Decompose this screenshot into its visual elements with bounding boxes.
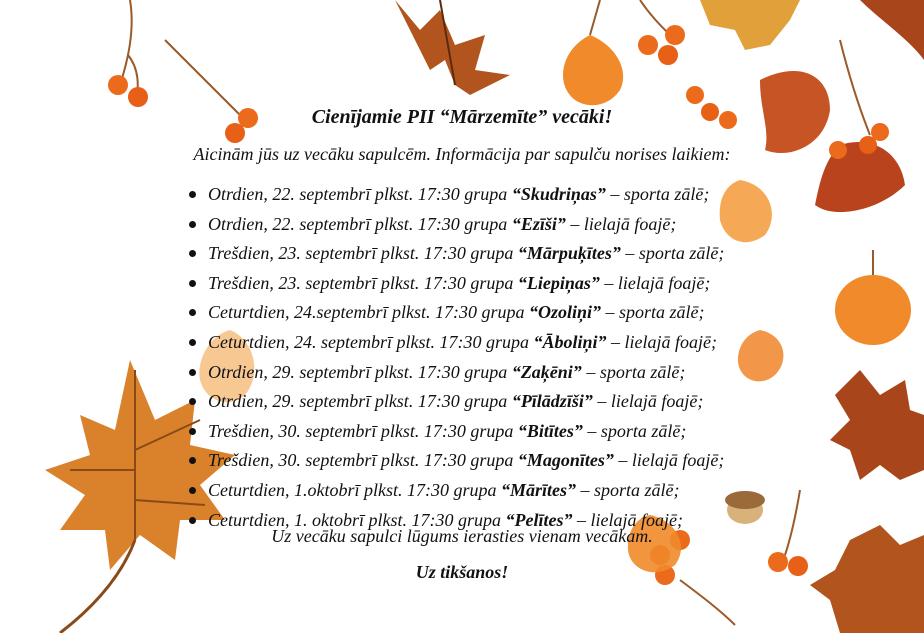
bullet-icon	[189, 457, 196, 464]
group-name: “Ezīši”	[511, 213, 566, 234]
list-item: Otrdien, 29. septembrī plkst. 17:30 grupa “Zaķēni” – sporta zālē;	[186, 358, 724, 388]
group-name: “Zaķēni”	[511, 361, 582, 382]
list-item: Trešdien, 23. septembrī plkst. 17:30 grupa “Liepiņas” – lielajā foajē;	[186, 269, 724, 299]
bullet-icon	[189, 517, 196, 524]
bullet-icon	[189, 280, 196, 287]
notice-closing: Uz tikšanos!	[415, 562, 509, 582]
list-item: Otrdien, 29. septembrī plkst. 17:30 grupa “Pīlādzīši” – lielajā foajē;	[186, 387, 724, 417]
bullet-icon	[189, 428, 196, 435]
group-name: “Magonītes”	[517, 450, 614, 471]
notice-title: Cienījamie PII “Mārzemīte” vecāki!	[311, 106, 613, 128]
bullet-icon	[189, 398, 196, 405]
bullet-icon	[189, 191, 196, 198]
bullet-icon	[189, 369, 196, 376]
list-item: Otrdien, 22. septembrī plkst. 17:30 grupa “Skudriņas” – sporta zālē;	[186, 180, 724, 210]
group-name: “Mārītes”	[500, 479, 576, 500]
list-item: Ceturtdien, 1. oktobrī plkst. 17:30 grupa “Pelītes” – lielajā foajē;	[186, 506, 724, 536]
list-item: Ceturtdien, 24.septembrī plkst. 17:30 grupa “Ozoliņi” – sporta zālē;	[186, 298, 724, 328]
list-item: Trešdien, 30. septembrī plkst. 17:30 grupa “Magonītes” – lielajā foajē;	[186, 446, 724, 476]
group-name: “Ozoliņi”	[528, 302, 602, 323]
bullet-icon	[189, 250, 196, 257]
group-name: “Pīlādzīši”	[511, 391, 593, 412]
group-name: “Skudriņas”	[511, 184, 606, 204]
bullet-icon	[189, 221, 196, 228]
bullet-icon	[189, 339, 196, 346]
bullet-icon	[189, 309, 196, 316]
group-name: “Pelītes”	[505, 509, 573, 530]
list-item: Trešdien, 23. septembrī plkst. 17:30 grupa “Mārpuķītes” – sporta zālē;	[186, 239, 724, 269]
group-name: “Liepiņas”	[517, 272, 600, 293]
list-item: Ceturtdien, 1.oktobrī plkst. 17:30 grupa “Mārītes” – sporta zālē;	[186, 476, 724, 506]
bullet-icon	[189, 487, 196, 494]
group-name: “Bitītes”	[517, 420, 583, 441]
meeting-list	[186, 180, 724, 535]
notice-intro: Aicinām jūs uz vecāku sapulcēm. Informācija par sapulču norises laikiem:	[193, 144, 731, 164]
list-item: Ceturtdien, 24. septembrī plkst. 17:30 grupa “Āboliņi” – lielajā foajē;	[186, 328, 724, 358]
notice-request: Uz vecāku sapulci lūgums ierasties vienam vecākam.	[271, 526, 653, 546]
group-name: “Mārpuķītes”	[517, 243, 621, 264]
list-item: Otrdien, 22. septembrī plkst. 17:30 grupa “Ezīši” – lielajā foajē;	[186, 210, 724, 240]
group-name: “Āboliņi”	[533, 331, 607, 352]
list-item: Trešdien, 30. septembrī plkst. 17:30 grupa “Bitītes” – sporta zālē;	[186, 417, 724, 447]
